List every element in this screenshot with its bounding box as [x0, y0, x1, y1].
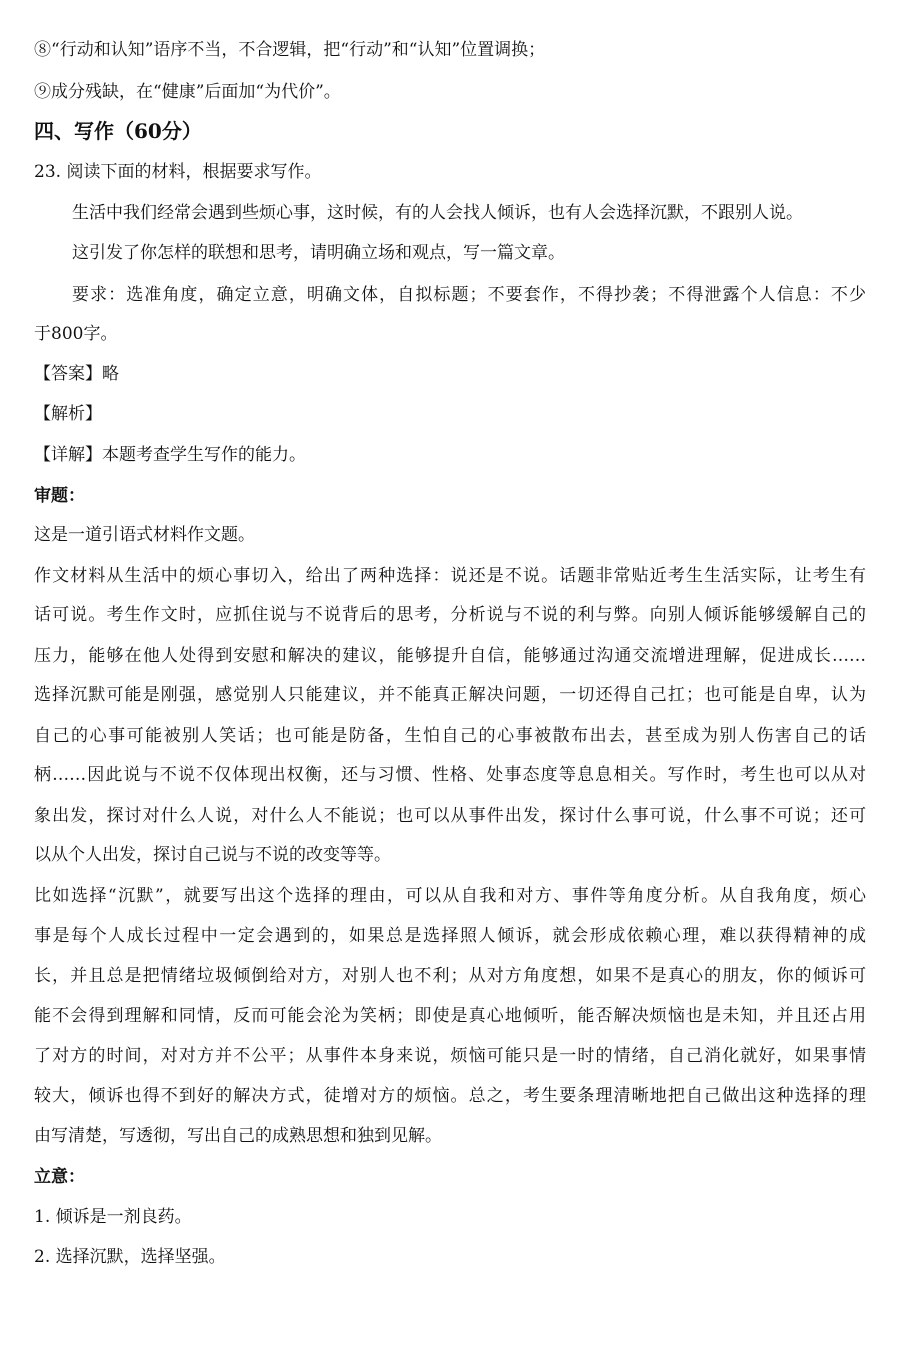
correction-item-9: ⑨成分残缺，在“健康”后面加“为代价”。 [34, 82, 341, 102]
theme-item-2: 2. 选择沉默，选择坚强。 [34, 1247, 226, 1267]
review-paragraph-2-line: 作文材料从生活中的烦心事切入，给出了两种选择：说还是不说。话题非常贴近考生生活实际，让考生有 [34, 566, 866, 586]
review-heading: 审题： [34, 486, 85, 506]
task-instruction: 这引发了你怎样的联想和思考，请明确立场和观点，写一篇文章。 [72, 243, 565, 263]
review-paragraph-1: 这是一道引语式材料作文题。 [34, 525, 255, 545]
review-paragraph-2-line: 自己的心事可能被别人笑话；也可能是防备，生怕自己的心事被散布出去，甚至成为别人伤害自己的话 [34, 726, 866, 746]
correction-item-8: ⑧“行动和认知”语序不当，不合逻辑，把“行动”和“认知”位置调换； [34, 40, 546, 60]
review-paragraph-3-line: 由写清楚，写透彻，写出自己的成熟思想和独到见解。 [34, 1126, 442, 1146]
review-paragraph-2-line: 选择沉默可能是刚强，感觉别人只能建议，并不能真正解决问题，一切还得自己扛；也可能是自卑，认为 [34, 685, 866, 705]
requirements-line-2: 于800字。 [34, 324, 118, 344]
review-paragraph-2-line: 以从个人出发，探讨自己说与不说的改变等等。 [34, 845, 391, 865]
analysis-label: 【解析】 [34, 404, 102, 424]
theme-heading: 立意： [34, 1167, 85, 1187]
answer-label: 【答案】略 [34, 364, 119, 384]
question-23-prompt: 23. 阅读下面的材料，根据要求写作。 [34, 162, 322, 182]
review-paragraph-2-line: 柄……因此说与不说不仅体现出权衡，还与习惯、性格、处事态度等息息相关。写作时，考生也可以从对 [34, 765, 866, 785]
review-paragraph-3-line: 了对方的时间，对对方并不公平；从事件本身来说，烦恼可能只是一时的情绪，自己消化就好，如果事情 [34, 1046, 866, 1066]
detail-label: 【详解】本题考查学生写作的能力。 [34, 445, 306, 465]
review-paragraph-3-line: 比如选择“沉默”，就要写出这个选择的理由，可以从自我和对方、事件等角度分析。从自我角度，烦心 [34, 886, 866, 906]
section-heading-writing: 四、写作（60分） [34, 119, 202, 143]
requirements-line-1: 要求：选准角度，确定立意，明确文体，自拟标题；不要套作，不得抄袭；不得泄露个人信息：不少 [72, 285, 866, 305]
review-paragraph-3-line: 长，并且总是把情绪垃圾倾倒给对方，对别人也不利；从对方角度想，如果不是真心的朋友，你的倾诉可 [34, 966, 866, 986]
review-paragraph-2-line: 话可说。考生作文时，应抓住说与不说背后的思考，分析说与不说的利与弊。向别人倾诉能够缓解自己的 [34, 605, 866, 625]
material-text: 生活中我们经常会遇到些烦心事，这时候，有的人会找人倾诉，也有人会选择沉默，不跟别人说。 [72, 203, 803, 223]
review-paragraph-2-line: 象出发，探讨对什么人说，对什么人不能说；也可以从事件出发，探讨什么事可说，什么事不可说；还可 [34, 806, 866, 826]
review-paragraph-2-line: 压力，能够在他人处得到安慰和解决的建议，能够提升自信，能够通过沟通交流增进理解，促进成长…… [34, 646, 866, 666]
review-paragraph-3-line: 事是每个人成长过程中一定会遇到的，如果总是选择照人倾诉，就会形成依赖心理，难以获得精神的成 [34, 926, 866, 946]
theme-item-1: 1. 倾诉是一剂良药。 [34, 1207, 192, 1227]
review-paragraph-3-line: 能不会得到理解和同情，反而可能会沦为笑柄；即使是真心地倾听，能否解决烦恼也是未知，并且还占用 [34, 1006, 866, 1026]
review-paragraph-3-line: 较大，倾诉也得不到好的解决方式，徒增对方的烦恼。总之，考生要条理清晰地把自己做出这种选择的理 [34, 1086, 866, 1106]
